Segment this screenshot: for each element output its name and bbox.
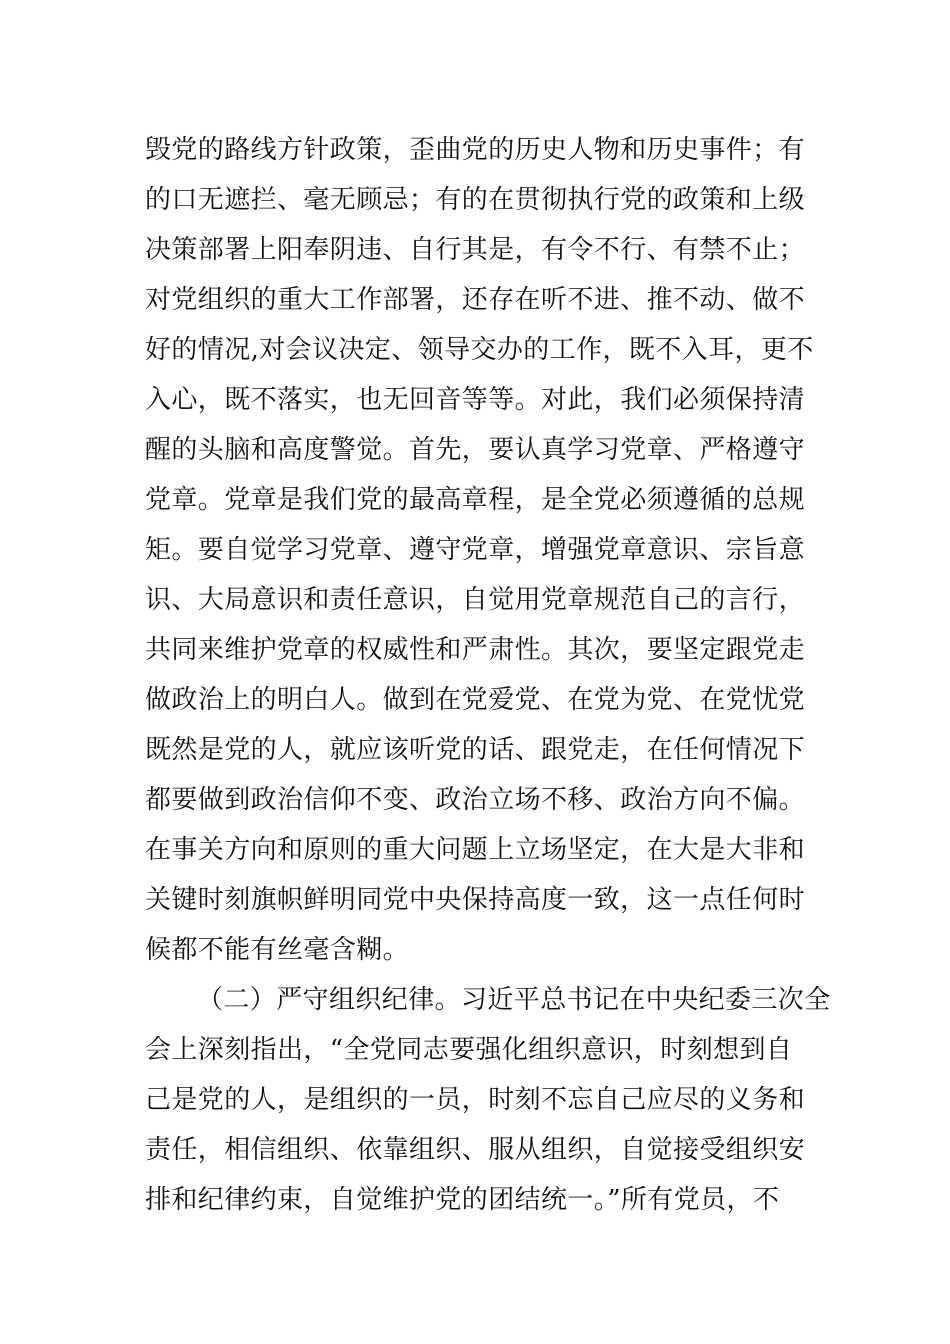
text-line: 都要做到政治信仰不变、政治立场不移、政治方向不偏。 — [145, 785, 806, 815]
text-line: 排和纪律约束，自觉维护党的团结统一。”所有党员，不 — [145, 1185, 780, 1215]
text-line: 在事关方向和原则的重大问题上立场坚定，在大是大非和 — [145, 835, 806, 865]
text-line: 关键时刻旗帜鲜明同党中央保持高度一致，这一点任何时 — [145, 885, 806, 915]
text-line: 入心，既不落实，也无回音等等。对此，我们必须保持清 — [145, 385, 806, 415]
text-line: 党章。党章是我们党的最高章程，是全党必须遵循的总规 — [145, 485, 806, 515]
text-line: 共同来维护党章的权威性和严肃性。其次，要坚定跟党走 — [145, 635, 806, 665]
text-line: 既然是党的人，就应该听党的话、跟党走，在任何情况下 — [145, 735, 806, 765]
text-line: 责任，相信组织、依靠组织、服从组织，自觉接受组织安 — [145, 1135, 806, 1165]
text-line: 好的情况,对会议决定、领导交办的工作，既不入耳，更不 — [145, 335, 814, 365]
text-line: 对党组织的重大工作部署，还存在听不进、推不动、做不 — [145, 285, 806, 315]
text-line: 会上深刻指出，“全党同志要强化组织意识，时刻想到自 — [145, 1035, 793, 1065]
text-line: 决策部署上阳奉阴违、自行其是，有令不行、有禁不止； — [145, 235, 806, 265]
text-line: 己是党的人，是组织的一员，时刻不忘自己应尽的义务和 — [145, 1085, 806, 1115]
text-line: 毁党的路线方针政策，歪曲党的历史人物和历史事件；有 — [145, 135, 806, 165]
paragraph-start-line: （二）严守组织纪律。习近平总书记在中央纪委三次全 — [197, 985, 831, 1015]
text-line: 识、大局意识和责任意识，自觉用党章规范自己的言行， — [145, 585, 806, 615]
text-line: 候都不能有丝毫含糊。 — [145, 935, 410, 965]
text-line: 醒的头脑和高度警觉。首先，要认真学习党章、严格遵守 — [145, 435, 806, 465]
text-line: 做政治上的明白人。做到在党爱党、在党为党、在党忧党 — [145, 685, 806, 715]
text-line: 的口无遮拦、毫无顾忌；有的在贯彻执行党的政策和上级 — [145, 185, 806, 215]
text-line: 矩。要自觉学习党章、遵守党章，增强党章意识、宗旨意 — [145, 535, 806, 565]
